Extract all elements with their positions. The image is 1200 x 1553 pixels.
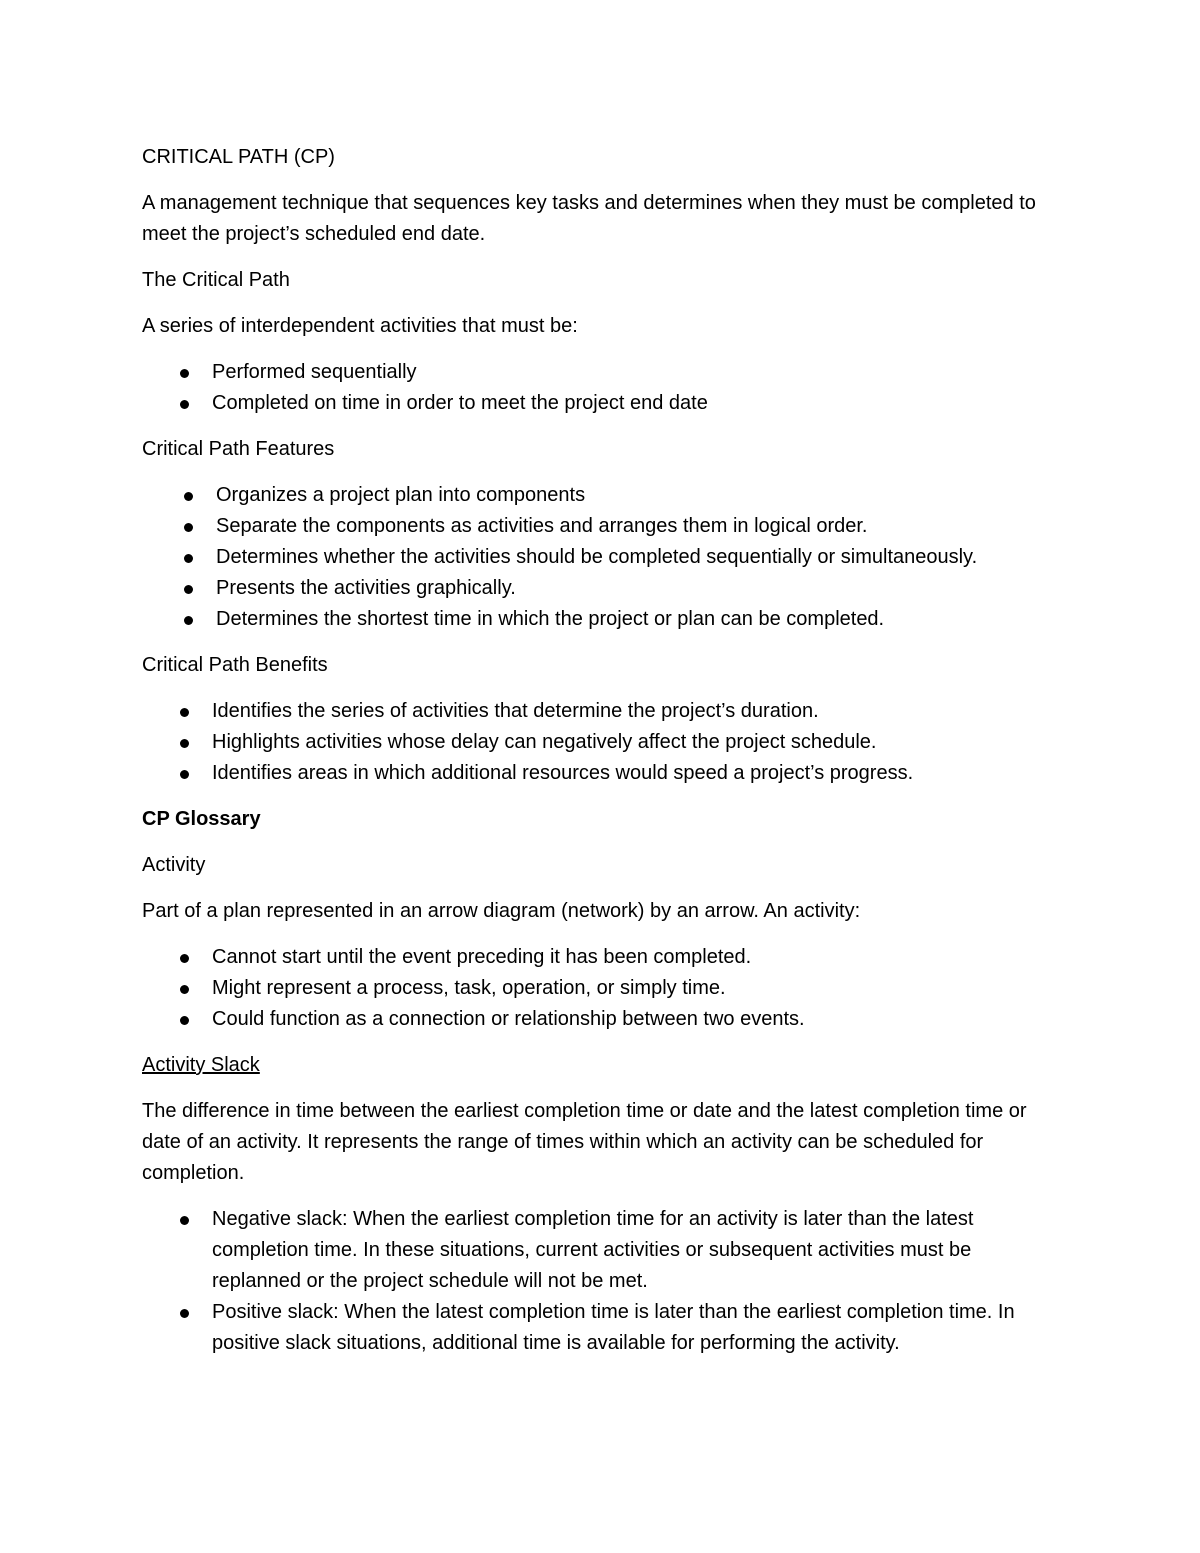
bullet-icon [180,369,189,378]
list-item: Determines whether the activities should be completed sequentially or simultaneously. [142,542,1062,573]
list-item: Determines the shortest time in which the project or plan can be completed. [142,604,1062,635]
glossary-heading: CP Glossary [142,808,261,830]
slack-list [142,1204,1062,1359]
benefits-list [142,696,1062,789]
activity-definition: Part of a plan represented in an arrow diagram (network) by an arrow. An activity: [142,900,861,922]
section-heading-critical-path: The Critical Path [142,269,290,291]
bullet-icon [184,554,193,563]
list-item: Could function as a connection or relationship between two events. [142,1004,1062,1035]
bullet-icon [184,492,193,501]
list-item: Identifies the series of activities that determine the project’s duration. [142,696,1062,727]
section-heading-features: Critical Path Features [142,438,335,460]
glossary-term-activity-slack: Activity Slack [142,1054,260,1076]
list-item: Performed sequentially [142,357,1062,388]
bullet-icon [184,616,193,625]
list-item: Negative slack: When the earliest completion time for an activity is later than the latest completion time. In these situations, current activities or subsequent activities must be replanned or the project schedule will not be met. [142,1204,1062,1297]
list-item: Organizes a project plan into components [142,480,1062,511]
list-item: Completed on time in order to meet the project end date [142,388,1062,419]
bullet-icon [184,585,193,594]
bullet-icon [180,985,189,994]
bullet-icon [180,1216,189,1225]
activity-list [142,942,1062,1035]
features-list [142,480,1062,635]
bullet-icon [180,739,189,748]
bullet-icon [180,1016,189,1025]
bullet-icon [180,770,189,779]
document-page [142,142,1062,1374]
list-item: Presents the activities graphically. [142,573,1062,604]
bullet-icon [180,1309,189,1318]
bullet-icon [180,954,189,963]
list-item: Separate the components as activities and arranges them in logical order. [142,511,1062,542]
bullet-icon [184,523,193,532]
bullet-icon [180,400,189,409]
section-heading-benefits: Critical Path Benefits [142,654,328,676]
list-item: Identifies areas in which additional resources would speed a project’s progress. [142,758,1062,789]
activity-slack-definition: The difference in time between the earliest completion time or date and the latest completion time or date of an activity. It represents the range of times within which an activity can be scheduled for completion. [142,1100,1027,1184]
bullet-icon [180,708,189,717]
list-item: Cannot start until the event preceding it has been completed. [142,942,1062,973]
critical-path-lead: A series of interdependent activities that must be: [142,315,578,337]
document-title: CRITICAL PATH (CP) [142,146,335,168]
list-item: Highlights activities whose delay can negatively affect the project schedule. [142,727,1062,758]
list-item: Might represent a process, task, operation, or simply time. [142,973,1062,1004]
intro-paragraph: A management technique that sequences key tasks and determines when they must be completed to meet the project’s scheduled end date. [142,192,1036,245]
list-item: Positive slack: When the latest completion time is later than the earliest completion time. In positive slack situations, additional time is available for performing the activity. [142,1297,1062,1359]
glossary-term-activity: Activity [142,854,206,876]
critical-path-list [142,357,1062,419]
